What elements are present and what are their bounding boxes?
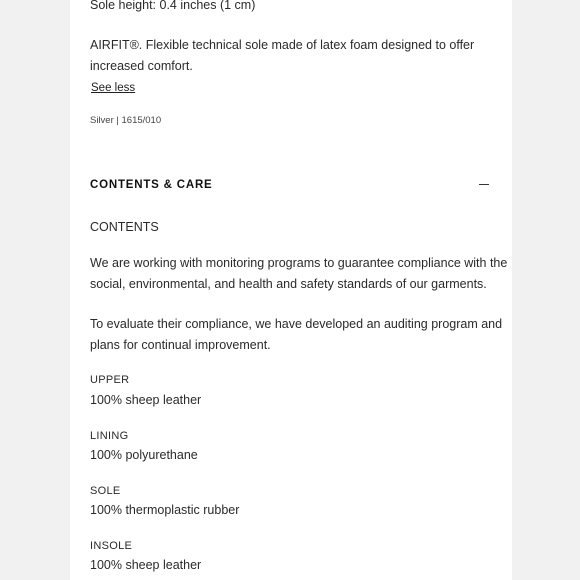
material-label-sole: SOLE xyxy=(90,485,121,497)
compliance-paragraph-line-2: social, environmental, and health and safety standards of our garments. xyxy=(90,277,487,291)
material-label-insole: INSOLE xyxy=(90,540,133,552)
contents-subheading: CONTENTS xyxy=(90,220,159,234)
color-reference: Silver | 1615/010 xyxy=(90,115,162,126)
see-less-link[interactable]: See less xyxy=(91,82,136,94)
audit-paragraph-line-1: To evaluate their compliance, we have developed an auditing program and xyxy=(90,317,503,331)
airfit-description-line-2: increased comfort. xyxy=(90,59,193,73)
airfit-description-line-1: AIRFIT®. Flexible technical sole made of latex foam designed to offer xyxy=(90,38,475,52)
material-value-upper: 100% sheep leather xyxy=(90,393,202,407)
material-value-sole: 100% thermoplastic rubber xyxy=(90,503,240,517)
contents-care-heading[interactable]: CONTENTS & CARE xyxy=(90,179,213,191)
material-label-upper: UPPER xyxy=(90,374,130,386)
audit-paragraph-line-2: plans for continual improvement. xyxy=(90,338,271,352)
minus-icon[interactable] xyxy=(479,184,489,185)
sole-height-text: Sole height: 0.4 inches (1 cm) xyxy=(90,0,256,12)
compliance-paragraph-line-1: We are working with monitoring programs to guarantee compliance with the xyxy=(90,256,508,270)
material-value-insole: 100% sheep leather xyxy=(90,558,202,572)
material-value-lining: 100% polyurethane xyxy=(90,448,198,462)
material-label-lining: LINING xyxy=(90,430,129,442)
